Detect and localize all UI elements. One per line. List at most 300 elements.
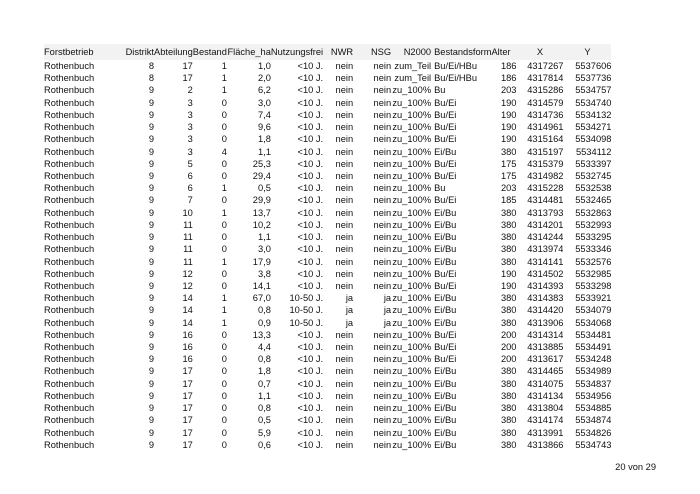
cell-x: 4314961 <box>527 122 564 133</box>
cell-bestand: 0 <box>221 403 227 414</box>
cell-forstbetrieb: Rothenbuch <box>44 244 95 255</box>
cell-n2000: zu_100% <box>392 232 432 243</box>
cell-nutzungsfrei: <10 J. <box>297 280 324 291</box>
cell-bestandsform: Ei/Bu <box>434 146 457 157</box>
table-row <box>44 84 611 96</box>
cell-distrikt: 9 <box>148 268 154 279</box>
cell-bestand: 1 <box>221 73 227 84</box>
cell-nutzungsfrei: <10 J. <box>297 439 324 450</box>
cell-nutzungsfrei: <10 J. <box>297 354 324 365</box>
cell-nutzungsfrei: <10 J. <box>297 366 324 377</box>
cell-nutzungsfrei: 10-50 J. <box>289 305 324 316</box>
table-row <box>44 365 611 377</box>
cell-bestandsform: Ei/Bu <box>434 378 457 389</box>
cell-abteilung: 12 <box>182 280 193 291</box>
cell-nsg: nein <box>373 268 392 279</box>
cell-distrikt: 9 <box>148 354 154 365</box>
col-header-bestand: Bestand <box>192 46 227 57</box>
cell-bestand: 1 <box>221 183 227 194</box>
cell-n2000: zu_100% <box>392 134 432 145</box>
col-header-x: X <box>536 46 544 57</box>
cell-flaeche: 0,9 <box>257 317 271 328</box>
cell-nsg: nein <box>373 439 392 450</box>
cell-x: 4313885 <box>527 342 564 353</box>
cell-nutzungsfrei: <10 J. <box>297 219 324 230</box>
table-row <box>44 133 611 145</box>
cell-abteilung: 17 <box>182 61 193 71</box>
cell-bestandsform: Bu/Ei/HBu <box>434 61 477 71</box>
cell-flaeche: 1,0 <box>257 61 271 71</box>
cell-forstbetrieb: Rothenbuch <box>44 415 95 426</box>
cell-nsg: nein <box>373 378 392 389</box>
cell-bestandsform: Bu/Ei <box>434 109 457 120</box>
cell-y: 5533295 <box>575 232 612 243</box>
cell-bestand: 0 <box>221 219 227 230</box>
cell-nsg: ja <box>383 293 392 304</box>
cell-bestand: 0 <box>221 158 227 169</box>
cell-forstbetrieb: Rothenbuch <box>44 183 95 194</box>
cell-flaeche: 0,5 <box>257 183 271 194</box>
cell-nwr: nein <box>335 207 354 218</box>
cell-bestandsform: Bu/Ei <box>434 329 457 340</box>
cell-x: 4313617 <box>527 354 564 365</box>
cell-nwr: nein <box>335 195 354 206</box>
cell-nsg: nein <box>373 109 392 120</box>
cell-bestand: 0 <box>221 109 227 120</box>
cell-n2000: zu_100% <box>392 427 432 438</box>
cell-n2000: zu_100% <box>392 207 432 218</box>
cell-nwr: nein <box>335 439 354 450</box>
cell-y: 5534098 <box>575 134 612 145</box>
table-row <box>44 256 611 268</box>
cell-distrikt: 9 <box>148 219 154 230</box>
cell-y: 5533397 <box>575 158 612 169</box>
cell-bestandsform: Bu/Ei <box>434 158 457 169</box>
cell-flaeche: 6,2 <box>257 85 271 96</box>
cell-abteilung: 7 <box>187 195 193 206</box>
cell-abteilung: 6 <box>187 170 193 181</box>
cell-bestandsform: Ei/Bu <box>434 390 457 401</box>
table-row <box>44 304 611 316</box>
col-header-bestandsform: Bestandsform <box>434 46 492 57</box>
cell-x: 4314141 <box>527 256 564 267</box>
cell-bestand: 0 <box>221 427 227 438</box>
table-row <box>44 317 611 329</box>
cell-n2000: zu_100% <box>392 378 432 389</box>
cell-distrikt: 9 <box>148 134 154 145</box>
cell-forstbetrieb: Rothenbuch <box>44 73 95 84</box>
table-row <box>44 378 611 390</box>
cell-nwr: nein <box>335 427 354 438</box>
cell-flaeche: 2,0 <box>257 73 271 84</box>
cell-y: 5534885 <box>575 403 612 414</box>
cell-distrikt: 9 <box>148 305 154 316</box>
cell-nwr: nein <box>335 329 354 340</box>
cell-x: 4314075 <box>527 378 564 389</box>
cell-nwr: ja <box>345 305 354 316</box>
cell-bestandsform: Bu/Ei <box>434 122 457 133</box>
col-header-distrikt: Distrikt <box>125 46 154 57</box>
cell-nwr: nein <box>335 280 354 291</box>
cell-nsg: nein <box>373 158 392 169</box>
table-row <box>44 414 611 426</box>
cell-forstbetrieb: Rothenbuch <box>44 146 95 157</box>
cell-abteilung: 3 <box>187 146 193 157</box>
cell-y: 5534826 <box>575 427 612 438</box>
table-row <box>44 207 611 219</box>
cell-bestandsform: Ei/Bu <box>434 439 457 450</box>
cell-distrikt: 9 <box>148 439 154 450</box>
cell-nwr: nein <box>335 61 354 71</box>
cell-bestandsform: Bu/Ei <box>434 195 457 206</box>
cell-abteilung: 12 <box>182 268 193 279</box>
cell-n2000: zu_100% <box>392 195 432 206</box>
cell-x: 4313974 <box>527 244 564 255</box>
cell-flaeche: 0,8 <box>257 354 271 365</box>
cell-x: 4314579 <box>527 97 564 108</box>
cell-y: 5534112 <box>575 146 612 157</box>
cell-nwr: nein <box>335 158 354 169</box>
cell-abteilung: 11 <box>183 256 193 267</box>
cell-y: 5534248 <box>575 354 612 365</box>
cell-bestand: 0 <box>221 97 227 108</box>
cell-nsg: nein <box>373 207 392 218</box>
cell-alter: 380 <box>500 403 517 414</box>
col-header-forstbetrieb: Forstbetrieb <box>44 46 94 57</box>
cell-abteilung: 16 <box>182 329 193 340</box>
cell-abteilung: 11 <box>183 244 193 255</box>
cell-nsg: nein <box>373 170 392 181</box>
cell-nutzungsfrei: <10 J. <box>297 97 324 108</box>
cell-alter: 190 <box>500 134 517 145</box>
cell-distrikt: 9 <box>148 207 154 218</box>
cell-alter: 380 <box>500 305 517 316</box>
cell-bestand: 0 <box>221 390 227 401</box>
cell-bestandsform: Bu <box>434 85 446 96</box>
cell-forstbetrieb: Rothenbuch <box>44 61 95 71</box>
table-row <box>44 109 611 121</box>
cell-nsg: nein <box>373 354 392 365</box>
cell-forstbetrieb: Rothenbuch <box>44 122 95 133</box>
col-header-abteilung: Abteilung <box>154 46 193 57</box>
cell-y: 5532993 <box>575 219 612 230</box>
cell-nutzungsfrei: 10-50 J. <box>289 293 324 304</box>
cell-distrikt: 9 <box>148 342 154 353</box>
cell-bestand: 0 <box>221 268 227 279</box>
cell-x: 4315286 <box>527 85 564 96</box>
cell-y: 5534956 <box>575 390 612 401</box>
cell-nutzungsfrei: <10 J. <box>297 85 324 96</box>
cell-abteilung: 14 <box>182 305 193 316</box>
cell-n2000: zu_100% <box>392 122 432 133</box>
cell-abteilung: 17 <box>182 390 193 401</box>
cell-nsg: nein <box>373 183 392 194</box>
cell-distrikt: 9 <box>148 415 154 426</box>
cell-nsg: nein <box>373 195 392 206</box>
cell-nutzungsfrei: <10 J. <box>297 195 324 206</box>
cell-alter: 200 <box>500 329 517 340</box>
cell-alter: 380 <box>500 317 517 328</box>
cell-y: 5534874 <box>575 415 612 426</box>
cell-forstbetrieb: Rothenbuch <box>44 366 95 377</box>
cell-bestandsform: Ei/Bu <box>434 232 457 243</box>
cell-flaeche: 7,4 <box>257 109 271 120</box>
cell-bestandsform: Ei/Bu <box>434 256 457 267</box>
cell-x: 4314420 <box>527 305 564 316</box>
cell-abteilung: 17 <box>182 73 193 84</box>
cell-n2000: zu_100% <box>392 268 432 279</box>
cell-nwr: nein <box>335 134 354 145</box>
cell-abteilung: 3 <box>187 97 193 108</box>
cell-flaeche: 0,7 <box>257 378 271 389</box>
cell-x: 4314314 <box>527 329 564 340</box>
cell-n2000: zum_Teil <box>394 73 432 84</box>
cell-y: 5534757 <box>575 85 612 96</box>
cell-flaeche: 1,1 <box>257 232 271 243</box>
cell-abteilung: 3 <box>187 122 193 133</box>
cell-nsg: nein <box>373 403 392 414</box>
cell-bestand: 0 <box>221 232 227 243</box>
cell-abteilung: 17 <box>182 415 193 426</box>
cell-abteilung: 3 <box>187 134 193 145</box>
cell-abteilung: 2 <box>187 85 193 96</box>
table-row <box>44 170 611 182</box>
cell-x: 4315228 <box>527 183 564 194</box>
cell-n2000: zu_100% <box>392 366 432 377</box>
cell-x: 4314383 <box>527 293 564 304</box>
cell-y: 5534271 <box>575 122 612 133</box>
cell-distrikt: 9 <box>148 317 154 328</box>
cell-flaeche: 25,3 <box>252 158 271 169</box>
col-header-n2000: N2000 <box>403 46 432 57</box>
cell-bestandsform: Ei/Bu <box>434 366 457 377</box>
cell-bestandsform: Bu/Ei/HBu <box>434 73 477 84</box>
table-row <box>44 182 611 194</box>
cell-flaeche: 1,1 <box>257 390 271 401</box>
cell-bestand: 0 <box>221 134 227 145</box>
cell-bestand: 0 <box>221 366 227 377</box>
cell-distrikt: 9 <box>148 183 154 194</box>
table-row <box>44 427 611 439</box>
cell-x: 4314244 <box>527 232 564 243</box>
cell-nutzungsfrei: <10 J. <box>297 232 324 243</box>
cell-flaeche: 1,1 <box>257 146 271 157</box>
cell-nwr: nein <box>335 244 354 255</box>
cell-forstbetrieb: Rothenbuch <box>44 329 95 340</box>
cell-alter: 380 <box>500 232 517 243</box>
cell-distrikt: 9 <box>148 195 154 206</box>
cell-nwr: nein <box>335 415 354 426</box>
cell-distrikt: 8 <box>148 61 154 71</box>
cell-nsg: nein <box>373 61 392 71</box>
cell-distrikt: 9 <box>148 366 154 377</box>
cell-n2000: zu_100% <box>392 305 432 316</box>
cell-bestandsform: Ei/Bu <box>434 244 457 255</box>
cell-flaeche: 1,8 <box>257 366 271 377</box>
cell-distrikt: 9 <box>148 390 154 401</box>
cell-x: 4315164 <box>527 134 564 145</box>
cell-bestand: 0 <box>221 122 227 133</box>
cell-abteilung: 3 <box>187 109 193 120</box>
cell-flaeche: 9,6 <box>257 122 271 133</box>
cell-nwr: nein <box>335 232 354 243</box>
table-row <box>44 243 611 255</box>
table-row <box>44 146 611 158</box>
cell-nutzungsfrei: <10 J. <box>297 342 324 353</box>
cell-alter: 185 <box>500 195 517 206</box>
cell-flaeche: 29,4 <box>252 170 271 181</box>
col-header-nutzungsfrei: Nutzungsfrei <box>270 46 324 57</box>
cell-distrikt: 9 <box>148 244 154 255</box>
cell-n2000: zu_100% <box>392 109 432 120</box>
cell-bestand: 0 <box>221 244 227 255</box>
cell-nsg: nein <box>373 244 392 255</box>
table-row <box>44 390 611 402</box>
cell-nsg: nein <box>373 146 392 157</box>
cell-x: 4314134 <box>527 390 564 401</box>
cell-x: 4317267 <box>527 61 564 71</box>
cell-x: 4313793 <box>527 207 564 218</box>
cell-nsg: nein <box>373 342 392 353</box>
cell-distrikt: 9 <box>148 158 154 169</box>
cell-flaeche: 14,1 <box>252 280 271 291</box>
cell-distrikt: 8 <box>148 73 154 84</box>
cell-nsg: ja <box>383 305 392 316</box>
cell-abteilung: 17 <box>182 427 193 438</box>
cell-nutzungsfrei: 10-50 J. <box>289 317 324 328</box>
cell-nsg: nein <box>373 219 392 230</box>
cell-n2000: zu_100% <box>392 390 432 401</box>
table-row <box>44 402 611 414</box>
cell-flaeche: 3,0 <box>257 97 271 108</box>
cell-nwr: nein <box>335 219 354 230</box>
cell-y: 5532538 <box>575 183 612 194</box>
cell-alter: 380 <box>500 415 517 426</box>
cell-nutzungsfrei: <10 J. <box>297 244 324 255</box>
cell-bestandsform: Bu/Ei <box>434 280 457 291</box>
cell-distrikt: 9 <box>148 378 154 389</box>
cell-distrikt: 9 <box>148 256 154 267</box>
table-row <box>44 72 611 84</box>
cell-x: 4314502 <box>527 268 564 279</box>
cell-forstbetrieb: Rothenbuch <box>44 158 95 169</box>
cell-bestand: 0 <box>221 415 227 426</box>
cell-nsg: nein <box>373 427 392 438</box>
cell-n2000: zu_100% <box>392 146 432 157</box>
cell-nutzungsfrei: <10 J. <box>297 268 324 279</box>
cell-n2000: zu_100% <box>392 183 432 194</box>
cell-x: 4317814 <box>527 73 564 84</box>
cell-nwr: nein <box>335 85 354 96</box>
cell-nsg: nein <box>373 390 392 401</box>
cell-nwr: nein <box>335 73 354 84</box>
cell-bestand: 0 <box>221 195 227 206</box>
cell-nutzungsfrei: <10 J. <box>297 109 324 120</box>
cell-nsg: nein <box>373 232 392 243</box>
cell-bestandsform: Ei/Bu <box>434 293 457 304</box>
cell-nwr: nein <box>335 390 354 401</box>
data-table <box>44 44 611 451</box>
cell-nutzungsfrei: <10 J. <box>297 403 324 414</box>
cell-nutzungsfrei: <10 J. <box>297 207 324 218</box>
cell-forstbetrieb: Rothenbuch <box>44 378 95 389</box>
cell-n2000: zu_100% <box>392 97 432 108</box>
cell-alter: 190 <box>500 268 517 279</box>
cell-nsg: nein <box>373 329 392 340</box>
cell-y: 5532745 <box>575 170 612 181</box>
cell-nsg: nein <box>373 122 392 133</box>
cell-x: 4314174 <box>527 415 564 426</box>
cell-forstbetrieb: Rothenbuch <box>44 109 95 120</box>
cell-bestand: 1 <box>221 85 227 96</box>
cell-bestand: 1 <box>221 305 227 316</box>
table-row <box>44 97 611 109</box>
cell-forstbetrieb: Rothenbuch <box>44 354 95 365</box>
cell-nwr: nein <box>335 170 354 181</box>
cell-x: 4313906 <box>527 317 564 328</box>
cell-y: 5532465 <box>575 195 612 206</box>
cell-distrikt: 9 <box>148 329 154 340</box>
cell-x: 4314481 <box>527 195 564 206</box>
cell-abteilung: 11 <box>183 232 193 243</box>
cell-bestandsform: Bu/Ei <box>434 268 457 279</box>
cell-flaeche: 0,8 <box>257 403 271 414</box>
cell-nwr: nein <box>335 109 354 120</box>
cell-bestand: 0 <box>221 280 227 291</box>
cell-alter: 190 <box>500 280 517 291</box>
cell-bestand: 4 <box>221 146 227 157</box>
table-row <box>44 60 611 72</box>
cell-alter: 380 <box>500 219 517 230</box>
cell-distrikt: 9 <box>148 85 154 96</box>
cell-distrikt: 9 <box>148 109 154 120</box>
col-header-y: Y <box>584 46 591 57</box>
cell-nsg: nein <box>373 415 392 426</box>
cell-bestandsform: Ei/Bu <box>434 403 457 414</box>
cell-alter: 200 <box>500 342 517 353</box>
cell-distrikt: 9 <box>148 122 154 133</box>
cell-alter: 380 <box>500 146 517 157</box>
cell-bestandsform: Ei/Bu <box>434 427 457 438</box>
cell-nwr: nein <box>335 342 354 353</box>
cell-abteilung: 10 <box>182 207 193 218</box>
cell-forstbetrieb: Rothenbuch <box>44 403 95 414</box>
cell-n2000: zu_100% <box>392 415 432 426</box>
cell-nwr: nein <box>335 122 354 133</box>
col-header-flaeche: Fläche_ha <box>227 46 271 57</box>
cell-n2000: zu_100% <box>392 244 432 255</box>
cell-n2000: zu_100% <box>392 403 432 414</box>
cell-nwr: nein <box>335 268 354 279</box>
cell-alter: 380 <box>500 293 517 304</box>
cell-n2000: zu_100% <box>392 354 432 365</box>
cell-flaeche: 3,8 <box>257 268 271 279</box>
cell-bestand: 1 <box>221 293 227 304</box>
cell-x: 4315197 <box>527 146 564 157</box>
cell-y: 5533346 <box>575 244 612 255</box>
cell-forstbetrieb: Rothenbuch <box>44 256 95 267</box>
cell-distrikt: 9 <box>148 427 154 438</box>
cell-abteilung: 11 <box>183 219 193 230</box>
cell-x: 4314201 <box>527 219 564 230</box>
cell-bestandsform: Bu/Ei <box>434 342 457 353</box>
cell-n2000: zum_Teil <box>394 61 432 71</box>
cell-nwr: ja <box>345 317 354 328</box>
cell-flaeche: 4,4 <box>257 342 271 353</box>
cell-flaeche: 5,9 <box>257 427 271 438</box>
cell-nutzungsfrei: <10 J. <box>297 390 324 401</box>
cell-alter: 175 <box>500 158 517 169</box>
